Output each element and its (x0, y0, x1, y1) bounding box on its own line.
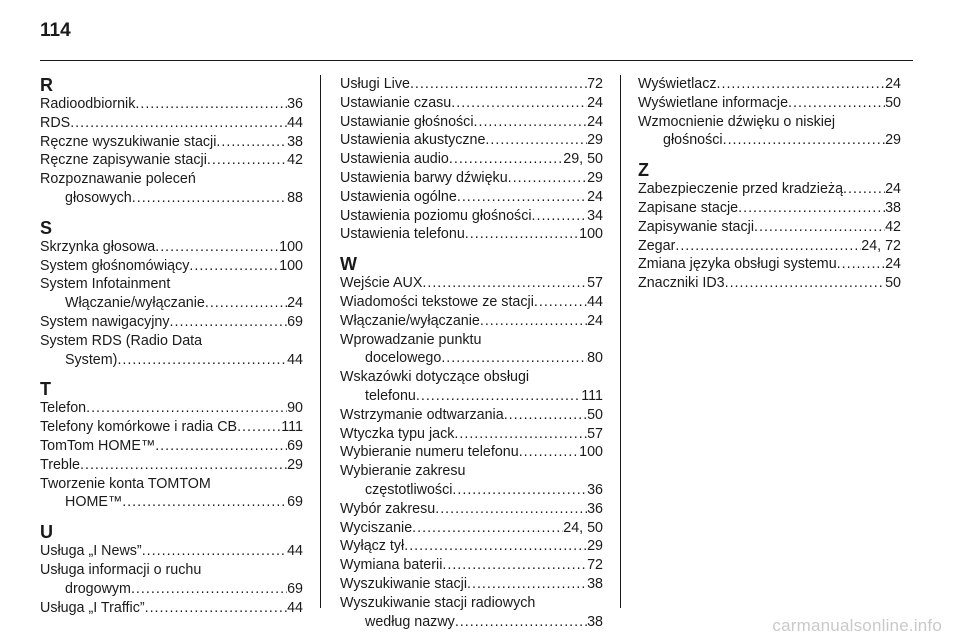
dot-leader (442, 556, 587, 575)
entry-page: 36 (287, 96, 303, 112)
dot-leader (532, 207, 588, 226)
dot-leader (738, 199, 885, 218)
dot-leader (480, 312, 587, 331)
entry-title: Ustawienia telefonu (340, 226, 465, 243)
index-entry (40, 170, 303, 208)
dot-leader (467, 575, 587, 594)
entry-title: Wprowadzanie punktu (340, 331, 482, 348)
entry-page: 24 (587, 188, 603, 205)
entry-title: System Infotainment (40, 276, 171, 293)
entry-page: 29 (885, 132, 901, 149)
section-letter: T (40, 379, 51, 400)
entry-page: 42 (885, 218, 901, 235)
dot-leader (449, 150, 563, 169)
index-entry (40, 475, 303, 513)
dot-leader (205, 294, 287, 313)
entry-title: Ręczne wyszukiwanie stacji (40, 133, 217, 150)
entry-page: 50 (885, 94, 901, 111)
index-entry (340, 406, 603, 425)
index-entry (40, 332, 303, 370)
index-entry (340, 225, 603, 244)
index-section (638, 160, 901, 293)
entry-page: 24 (587, 312, 603, 329)
entry-title: Ustawienia audio (340, 151, 449, 168)
entry-title: TomTom HOME™ (40, 437, 156, 454)
dot-leader (122, 493, 287, 512)
entry-page: 69 (287, 580, 303, 597)
entry-page: 72 (587, 557, 603, 574)
index-entry (340, 575, 603, 594)
index-column-1 (40, 75, 303, 617)
entry-page: 24, 72 (861, 237, 901, 254)
entry-title: według nazwy (365, 613, 455, 630)
entry-page: 72 (587, 76, 603, 92)
index-entry (340, 207, 603, 226)
index-section (40, 218, 303, 370)
entry-title: Zmiana języka obsługi systemu (638, 256, 837, 273)
index-entry (340, 462, 603, 500)
index-section (340, 75, 603, 244)
dot-leader (135, 95, 287, 114)
entry-page: 24 (287, 295, 303, 312)
entry-title: Wybieranie zakresu (340, 463, 466, 480)
entry-title: Ustawienia barwy dźwięku (340, 169, 508, 186)
dot-leader (237, 418, 281, 437)
entry-page: 34 (587, 207, 603, 224)
entry-page: 24 (587, 113, 603, 130)
index-entry (40, 133, 303, 152)
index-entry (40, 599, 303, 618)
index-section (40, 75, 303, 208)
entry-title: HOME™ (65, 494, 123, 511)
dot-leader (70, 114, 287, 133)
index-entry (40, 257, 303, 276)
index-entry (340, 94, 603, 113)
index-entry (638, 237, 901, 256)
dot-leader (455, 613, 587, 632)
entry-page: 24 (885, 181, 901, 198)
dot-leader (465, 225, 579, 244)
dot-leader (155, 437, 287, 456)
entry-title: Zapisane stacje (638, 199, 739, 216)
entry-title: Znaczniki ID3 (638, 275, 725, 292)
entry-page: 57 (587, 425, 603, 442)
index-section (40, 379, 303, 512)
index-entry (40, 456, 303, 475)
entry-title: Wyszukiwanie stacji radiowych (340, 594, 536, 611)
entry-page: 80 (587, 350, 603, 367)
index-entry (40, 114, 303, 133)
entry-title: Wstrzymanie odtwarzania (340, 406, 504, 423)
entry-page: 38 (587, 613, 603, 630)
entry-title: Wtyczka typu jack (340, 425, 455, 442)
index-entry (340, 368, 603, 406)
dot-leader (454, 425, 587, 444)
entry-page: 44 (287, 114, 303, 131)
entry-page: 29, 50 (563, 151, 603, 168)
entry-title: Usługa „I Traffic” (40, 599, 145, 616)
entry-page: 100 (579, 444, 603, 461)
index-entry (638, 94, 901, 113)
index-entry (340, 312, 603, 331)
entry-title: Wyświetlane informacje (638, 94, 789, 111)
entry-page: 38 (587, 575, 603, 592)
entry-title: Wskazówki dotyczące obsługi (340, 369, 530, 386)
section-letter: Z (638, 160, 649, 181)
entry-title: Wiadomości tekstowe ze stacji (340, 293, 534, 310)
index-entry (40, 542, 303, 561)
entry-page: 100 (279, 257, 303, 274)
dot-leader (452, 481, 587, 500)
entry-title: Treble (40, 456, 80, 473)
dot-leader (519, 443, 579, 462)
dot-leader (675, 237, 861, 256)
dot-leader (145, 599, 287, 618)
index-entry (340, 331, 603, 369)
entry-title: głosowych (65, 189, 132, 206)
entry-page: 50 (587, 406, 603, 423)
column-divider-1 (320, 75, 321, 608)
dot-leader (788, 94, 885, 113)
index-entry (40, 95, 303, 114)
index-entry (638, 199, 901, 218)
index-column-2 (340, 75, 603, 631)
dot-leader (723, 131, 885, 150)
index-entry (638, 75, 901, 94)
entry-page: 38 (287, 133, 303, 150)
entry-page: 90 (287, 400, 303, 417)
entry-page: 100 (279, 238, 303, 255)
entry-page: 111 (281, 419, 303, 436)
entry-title: Ustawianie głośności (340, 113, 474, 130)
entry-page: 57 (587, 275, 603, 292)
dot-leader (717, 75, 886, 94)
dot-leader (451, 94, 587, 113)
index-entry (340, 150, 603, 169)
dot-leader (132, 189, 287, 208)
entry-page: 44 (287, 543, 303, 560)
dot-leader (754, 218, 885, 237)
section-letter: S (40, 217, 53, 238)
index-entry (340, 293, 603, 312)
entry-title: telefonu (365, 387, 416, 404)
index-entry (340, 537, 603, 556)
entry-title: Usługa informacji o ruchu (40, 561, 202, 578)
section-letter: U (40, 522, 53, 543)
entry-title: Wyłącz tył (340, 538, 405, 555)
entry-title: Wyszukiwanie stacji (340, 575, 467, 592)
index-entry (340, 113, 603, 132)
entry-page: 24 (587, 94, 603, 111)
watermark: carmanualsonline.info (772, 616, 942, 635)
entry-title: Wymiana baterii (340, 557, 443, 574)
index-entry (638, 274, 901, 293)
dot-leader (131, 580, 287, 599)
dot-leader (86, 399, 287, 418)
entry-page: 88 (287, 189, 303, 206)
entry-title: Włączanie/wyłączanie (65, 295, 205, 312)
section-letter: W (340, 254, 357, 275)
entry-page: 24 (885, 256, 901, 273)
page-number: 114 (40, 20, 71, 41)
index-entry (40, 437, 303, 456)
index-entry (40, 399, 303, 418)
entry-page: 42 (287, 152, 303, 169)
entry-title: Usługi Live (340, 76, 410, 92)
index-section (340, 254, 603, 631)
entry-page: 29 (587, 538, 603, 555)
dot-leader (412, 519, 563, 538)
index-entry (340, 556, 603, 575)
index-entry (638, 218, 901, 237)
index-entry (40, 313, 303, 332)
dot-leader (416, 387, 581, 406)
dot-leader (170, 313, 288, 332)
entry-title: Wzmocnienie dźwięku o niskiej (638, 113, 836, 130)
entry-page: 38 (885, 199, 901, 216)
entry-title: Ustawienia akustyczne (340, 132, 486, 149)
dot-leader (725, 274, 885, 293)
dot-leader (404, 537, 587, 556)
entry-page: 36 (587, 500, 603, 517)
index-entry (340, 519, 603, 538)
entry-title: Skrzynka głosowa (40, 238, 156, 255)
entry-title: Telefon (40, 400, 87, 417)
entry-title: System RDS (Radio Data (40, 332, 203, 349)
entry-page: 29 (587, 132, 603, 149)
dot-leader (843, 180, 885, 199)
dot-leader (508, 169, 587, 188)
dot-leader (534, 293, 587, 312)
dot-leader (422, 274, 587, 293)
index-entry (340, 131, 603, 150)
dot-leader (80, 456, 287, 475)
entry-title: Ustawianie czasu (340, 94, 452, 111)
entry-page: 69 (287, 437, 303, 454)
index-entry (340, 425, 603, 444)
entry-page: 29 (587, 169, 603, 186)
dot-leader (189, 257, 279, 276)
dot-leader (142, 542, 287, 561)
index-column-3 (638, 75, 901, 293)
index-entry (40, 418, 303, 437)
entry-page: 100 (579, 226, 603, 243)
index-entry (340, 169, 603, 188)
column-divider-2 (620, 75, 621, 608)
entry-title: Radioodbiornik (40, 96, 136, 112)
index-entry (40, 238, 303, 257)
entry-title: głośności (663, 132, 723, 149)
dot-leader (837, 255, 885, 274)
dot-leader (207, 151, 287, 170)
index-entry (340, 594, 603, 632)
index-entry (340, 188, 603, 207)
entry-page: 44 (587, 293, 603, 310)
index-entry (638, 255, 901, 274)
entry-title: Ustawienia poziomu głośności (340, 207, 532, 224)
entry-page: 69 (287, 494, 303, 511)
entry-title: Wybór zakresu (340, 500, 436, 517)
index-entry (638, 113, 901, 151)
index-entry (340, 443, 603, 462)
entry-page: 24, 50 (563, 519, 603, 536)
entry-title: RDS (40, 114, 71, 131)
entry-title: Włączanie/wyłączanie (340, 312, 480, 329)
index-entry (340, 500, 603, 519)
entry-title: Zapisywanie stacji (638, 218, 755, 235)
entry-title: docelowego (365, 350, 442, 367)
entry-title: Wyciszanie (340, 519, 413, 536)
entry-title: drogowym (65, 580, 131, 597)
entry-page: 111 (581, 387, 603, 404)
entry-title: Usługa „I News” (40, 543, 142, 560)
index-section (40, 522, 303, 617)
entry-title: Zegar (638, 237, 676, 254)
entry-page: 29 (287, 456, 303, 473)
dot-leader (435, 500, 587, 519)
dot-leader (410, 75, 587, 94)
index-entry (340, 274, 603, 293)
dot-leader (485, 131, 587, 150)
entry-page: 44 (287, 351, 303, 368)
section-letter: R (40, 75, 53, 95)
index-entry (40, 151, 303, 170)
entry-title: System) (65, 351, 118, 368)
entry-title: System głośnomówiący (40, 257, 190, 274)
index-entry (40, 561, 303, 599)
header-rule (40, 60, 913, 61)
entry-page: 36 (587, 481, 603, 498)
index-section (638, 75, 901, 150)
entry-title: Ustawienia ogólne (340, 188, 457, 205)
entry-page: 69 (287, 313, 303, 330)
index-entry (340, 75, 603, 94)
dot-leader (457, 188, 587, 207)
index-entry (40, 275, 303, 313)
dot-leader (117, 351, 287, 370)
dot-leader (504, 406, 587, 425)
entry-title: System nawigacyjny (40, 313, 170, 330)
entry-title: Wyświetlacz (638, 76, 717, 92)
entry-title: Telefony komórkowe i radia CB (40, 419, 238, 436)
entry-page: 24 (885, 76, 901, 92)
dot-leader (155, 238, 279, 257)
entry-title: Ręczne zapisywanie stacji (40, 152, 207, 169)
dot-leader (441, 349, 587, 368)
entry-page: 50 (885, 275, 901, 292)
entry-title: częstotliwości (365, 481, 453, 498)
entry-page: 44 (287, 599, 303, 616)
dot-leader (216, 133, 287, 152)
index-entry (638, 180, 901, 199)
entry-title: Wybieranie numeru telefonu (340, 444, 519, 461)
entry-title: Rozpoznawanie poleceń (40, 171, 196, 188)
entry-title: Wejście AUX (340, 275, 423, 292)
entry-title: Zabezpieczenie przed kradzieżą (638, 181, 844, 198)
dot-leader (474, 113, 588, 132)
entry-title: Tworzenie konta TOMTOM (40, 475, 211, 492)
